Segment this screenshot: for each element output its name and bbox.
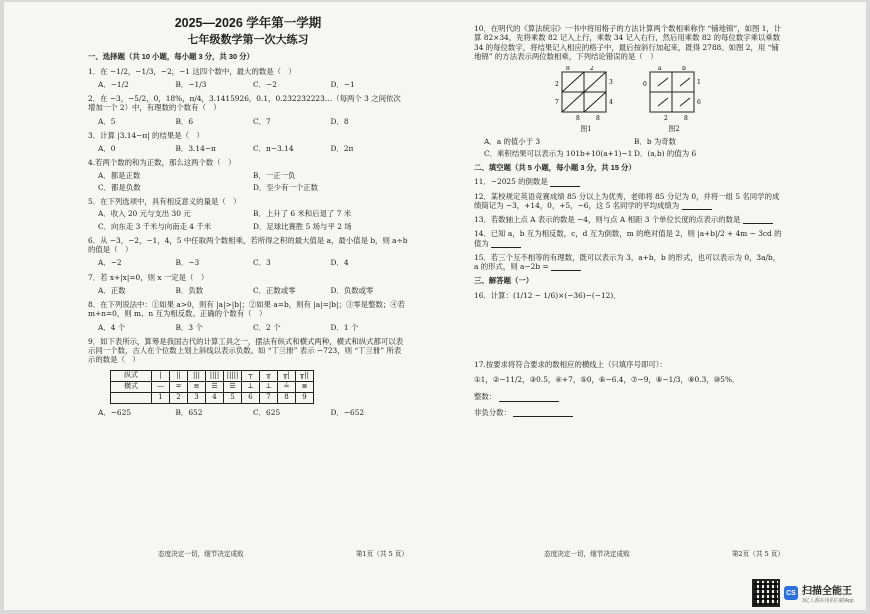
page-number: 第2页（共 5 页） (731, 549, 784, 558)
svg-text:8: 8 (576, 115, 580, 122)
question-options (474, 137, 784, 159)
option-a: A．a 的值小于 3 (484, 136, 541, 146)
rod-glyph: ╥ (260, 370, 278, 381)
question-stem: 2．在 −3，−5/2，0，18%，π/4，3.1415926，0.1，0.232232223…（每两个 3 之间依次增加一个 2）中，有理数的个数有（ ） (88, 94, 401, 113)
answer-blank[interactable] (499, 394, 559, 402)
question-stem: 10．在明代的《算法统宗》一书中将用格子的方法计算两个数相乘称作 “铺地锦”，如图 1，计算 82×34，先将乘数 82 记入上行，乘数 34 记入右行，然后用乘数 82 的每位数字乘以乘数 34 的每位数字，将结果记入相应的格子中，最后按斜行加起来，既得 2788。如图 2，用 “铺地锦” 的方法表示两位数相乘，下列结论错误的是（ ） (474, 24, 782, 61)
option-b: B．3 个 (175, 322, 203, 332)
question-options (88, 408, 408, 417)
rod-glyph: ≟ (278, 381, 296, 392)
svg-text:b: b (682, 66, 686, 72)
digit-cell: 7 (260, 392, 278, 403)
question-options (88, 323, 408, 332)
digit-cell: 6 (242, 392, 260, 403)
option-d: D．(a,b) 的值为 6 (634, 148, 697, 158)
option-d: D．4 (330, 258, 349, 268)
question-stem: 5．在下列选项中，具有相反意义的量是（ ） (88, 197, 241, 207)
option-b: B．−3 (175, 258, 200, 268)
figure-2 (642, 66, 706, 134)
footer-motto: 态度决定一切，细节决定成败 (544, 549, 630, 558)
question-16: 16．计算：(1/12 − 1/6)×(−36)−(−12)． (474, 290, 621, 300)
answer-label: 整数： (474, 392, 497, 402)
exam-title: 2025—2026 学年第一学期 (174, 16, 322, 30)
option-a: A．0 (98, 144, 116, 154)
question-7 (88, 273, 408, 296)
option-b: B．3.14−π (175, 144, 216, 154)
option-c: C．7 (253, 116, 271, 126)
question-stem: 17.按要求将符合要求的数相应的横线上（只填序号即可）： (474, 359, 667, 369)
rod-glyph: | (152, 370, 170, 381)
option-a: A．收入 20 元与支出 30 元 (98, 209, 191, 219)
option-d: D．足球比赛胜 5 场与平 2 场 (253, 221, 352, 231)
option-d: D．负数或零 (330, 285, 374, 295)
rod-glyph: ☰ (206, 381, 224, 392)
answer-blank[interactable] (682, 202, 712, 210)
option-d: D．−1 (330, 79, 355, 89)
question-stem: 9．如下表所示，算筹是我国古代的计算工具之一，摆法有纵式和横式两种，横式和纵式都可以表示同一个数，古人在个位数上划上斜线以表示负数。如 “丅亖卌” 表示 −723，则 “丅亖卌” 所表示的数是（ ） (88, 336, 404, 365)
option-d: D．1 个 (330, 322, 359, 332)
svg-text:8: 8 (566, 66, 570, 72)
footer-motto: 态度决定一切，细节决定成败 (158, 549, 244, 558)
option-c: C．乘积结果可以表示为 101b+10(a+1)−1 (484, 148, 633, 158)
watermark-name: 扫描全能王 (802, 586, 852, 597)
rod-glyph: = (170, 381, 188, 392)
question-stem: 8．在下列说法中：①如果 a>0，则有 |a|>|b|；②如果 a=b，则有 |a|=|b|；③零是整数；④若 m+n=0，则 m、n 互为相反数。正确的个数有（ ） (88, 300, 406, 319)
row-header: 横式 (111, 381, 152, 392)
watermark-text (802, 582, 854, 604)
section-fill: 二、填空题（共 5 小题，每小题 3 分，共 15 分） (474, 163, 636, 172)
svg-text:7: 7 (555, 99, 559, 106)
watermark-tagline: 3亿人都在用的扫描App (802, 598, 854, 604)
question-9 (88, 337, 408, 417)
option-d: D．2π (330, 144, 354, 154)
rod-glyph: — (152, 381, 170, 392)
question-options (88, 258, 408, 267)
question-stem: 4.若两个数的和为正数，那么这两个数（ ） (88, 158, 236, 168)
table-row (111, 381, 314, 392)
page-footer (474, 550, 784, 558)
option-d: D．8 (330, 116, 349, 126)
question-stem: 11．−2025 的倒数是 (474, 177, 548, 187)
exam-subtitle: 七年级数学第一次大练习 (187, 33, 309, 46)
question-stem: 15．若三个互不相等的有理数，既可以表示为 3，a+b，b 的形式，也可以表示为 0，3a/b，a 的形式，则 a−2b = (474, 252, 781, 271)
option-d: D．−652 (330, 407, 365, 417)
question-stem: 7．若 x+|x|=0，则 x 一定是（ ） (88, 272, 209, 282)
question-11 (474, 177, 784, 186)
svg-text:2: 2 (590, 66, 594, 72)
question-stem: 1．在 −1/2，−1/3，−2，−1 这四个数中，最大的数是（ ） (88, 66, 296, 76)
rod-glyph: ⊥ (260, 381, 278, 392)
rod-glyph: ┬ (242, 370, 260, 381)
question-options (88, 117, 408, 126)
answer-blank[interactable] (513, 409, 573, 417)
question-options (88, 80, 408, 89)
question-5 (88, 197, 408, 231)
qr-code-icon (752, 579, 780, 607)
answer-blank[interactable] (491, 240, 521, 248)
rod-glyph: || (170, 370, 188, 381)
svg-text:4: 4 (609, 99, 613, 106)
question-3 (88, 131, 408, 154)
rod-glyph: ≡ (188, 381, 206, 392)
option-b: B．一正一负 (253, 170, 296, 180)
svg-text:0: 0 (643, 81, 647, 88)
table-row (111, 392, 314, 403)
option-b: B．b 为奇数 (634, 136, 677, 146)
question-options (88, 286, 408, 295)
answer-label: 非负分数： (474, 407, 511, 417)
rod-glyph: ||||| (224, 370, 242, 381)
svg-text:8: 8 (596, 115, 600, 122)
option-c: C．625 (253, 407, 281, 417)
svg-text:a: a (658, 66, 662, 72)
answer-blank[interactable] (743, 216, 773, 224)
question-4 (88, 158, 408, 192)
digit-cell: 9 (296, 392, 314, 403)
digit-cell: 3 (188, 392, 206, 403)
question-13 (474, 215, 784, 224)
svg-text:6: 6 (697, 99, 701, 106)
question-options (88, 209, 408, 231)
question-stem: 14．已知 a，b 互为相反数，c，d 互为倒数，m 的绝对值是 2，则 |a+b|/2 + 4m − 3cd 的值为 (474, 229, 782, 248)
nonneg-fraction-answer-row (474, 408, 784, 417)
option-a: A．−625 (98, 407, 132, 417)
exam-page-2 (474, 2, 784, 562)
option-c: C．都是负数 (98, 182, 141, 192)
option-a: A．−2 (98, 258, 122, 268)
question-15 (474, 253, 784, 272)
number-list: ①1，②−11/2，③0.5，④+7，⑤0，⑥−6.4，⑦−9，⑧−1/3，⑨0.3，⑩5%． (474, 375, 740, 384)
exam-page-1 (88, 2, 408, 562)
digit-cell: 5 (224, 392, 242, 403)
figure-caption: 图2 (668, 124, 680, 133)
digit-cell: 2 (170, 392, 188, 403)
question-12 (474, 192, 784, 211)
question-stem: 3．计算 |3.14−π| 的结果是（ ） (88, 130, 204, 140)
figures (554, 66, 784, 134)
question-stem: 13．若数轴上点 A 表示的数是 −4，则与点 A 相距 3 个单位长度的点表示的数是 (474, 215, 741, 224)
question-options (88, 144, 408, 153)
option-b: B．上升了 6 米和后退了 7 米 (253, 209, 352, 219)
option-c: C．2 个 (253, 322, 281, 332)
counting-rods-table (110, 370, 314, 404)
row-header: 纵式 (111, 370, 152, 381)
option-c: C．π−3.14 (253, 144, 294, 154)
option-a: A．−1/2 (98, 79, 129, 89)
lattice-grid-2-icon (642, 66, 706, 122)
rod-glyph: ╥| (278, 370, 296, 381)
rod-glyph: ≣ (296, 381, 314, 392)
svg-text:2: 2 (555, 81, 559, 88)
rod-glyph: ||| (188, 370, 206, 381)
question-2 (88, 94, 408, 126)
option-d: D．至少有一个正数 (253, 182, 319, 192)
row-header (111, 392, 152, 403)
option-b: B．652 (175, 407, 203, 417)
digit-cell: 8 (278, 392, 296, 403)
option-a: A．正数 (98, 285, 126, 295)
question-8 (88, 300, 408, 332)
question-options (88, 171, 408, 193)
digit-cell: 1 (152, 392, 170, 403)
option-a: A．4 个 (98, 322, 126, 332)
question-stem: 12．某校规定英语竞赛成绩 85 分以上为优秀，老师将 85 分记为 0，并将一组 5 名同学的成绩简记为 −3，+14，0，+5，−6，这 5 名同学的平均成绩为 (474, 191, 780, 210)
page-number: 第1页（共 5 页） (355, 549, 408, 558)
answer-blank[interactable] (551, 263, 581, 271)
question-stem: 6．从 −3，−2，−1，4，5 中任取两个数相乘，若所得之积的最大值是 a，最小值是 b，则 a÷b 的值是（ ） (88, 235, 408, 255)
table-row (111, 370, 314, 381)
question-17 (474, 360, 784, 417)
svg-text:3: 3 (609, 79, 613, 86)
page-footer (88, 550, 408, 558)
section-choice: 一、选择题（共 10 小题，每小题 3 分，共 30 分） (88, 52, 254, 62)
option-a: A．5 (98, 116, 116, 126)
answer-blank[interactable] (550, 179, 580, 187)
svg-text:2: 2 (664, 115, 668, 122)
lattice-grid-1-icon (554, 66, 618, 122)
section-solve: 三、解答题（一） (474, 276, 534, 286)
option-c: C．−2 (253, 79, 277, 89)
rod-glyph: ⊥ (242, 381, 260, 392)
scanner-watermark (752, 579, 854, 607)
question-14 (474, 229, 784, 248)
option-a: A．都是正数 (98, 170, 141, 180)
option-c: C．3 (253, 258, 271, 268)
question-10 (474, 24, 784, 158)
integer-answer-row (474, 392, 784, 401)
option-c: C．正数或零 (253, 285, 296, 295)
figure-caption: 图1 (580, 124, 592, 133)
scanned-sheet (4, 2, 866, 610)
digit-cell: 4 (206, 392, 224, 403)
option-c: C．向东走 3 千米与向南走 4 千米 (98, 221, 212, 231)
rod-glyph: ☰ (224, 381, 242, 392)
option-b: B．−1/3 (175, 79, 207, 89)
option-b: B．6 (175, 116, 194, 126)
question-1 (88, 67, 408, 90)
rod-glyph: ╥|| (296, 370, 314, 381)
rod-glyph: |||| (206, 370, 224, 381)
question-6 (88, 236, 408, 268)
figure-1 (554, 66, 618, 134)
option-b: B．负数 (175, 285, 204, 295)
svg-text:1: 1 (697, 79, 701, 86)
svg-text:8: 8 (684, 115, 688, 122)
camscanner-logo-icon: CS (784, 586, 798, 600)
